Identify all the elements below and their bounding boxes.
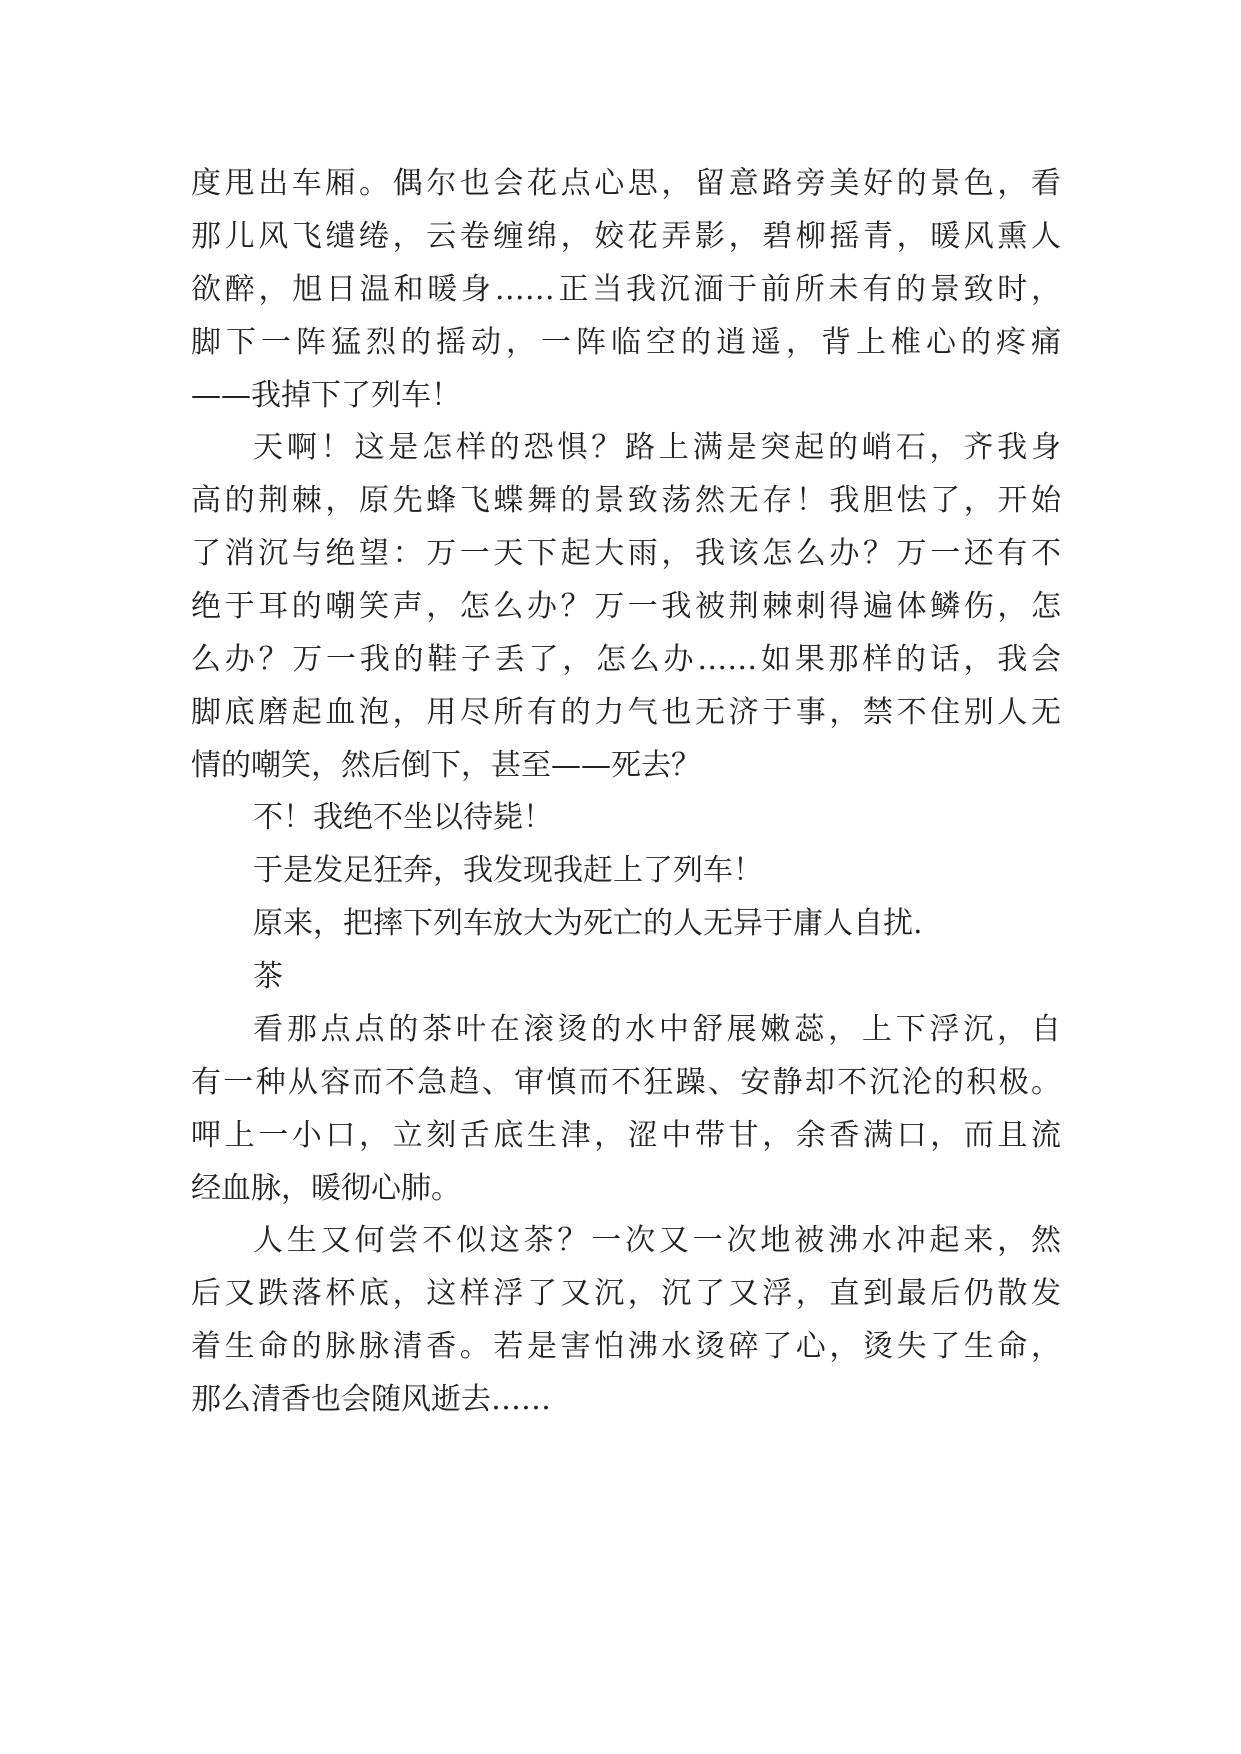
paragraph-first-line: 不！我绝不坐以待毙！	[253, 800, 553, 835]
text-line: 那么清香也会随风逝去……	[191, 1382, 551, 1417]
text-line: 后又跌落杯底，这样浮了又沉，沉了又浮，直到最后仍散发	[191, 1276, 1061, 1311]
text-line: 脚下一阵猛烈的摇动，一阵临空的逍遥，背上椎心的疼痛	[191, 325, 1061, 360]
paragraph-first-line: 人生又何尝不似这茶？一次又一次地被沸水冲起来，然	[253, 1223, 1061, 1258]
text-line: 欲醉，旭日温和暖身……正当我沉湎于前所未有的景致时，	[191, 272, 1061, 307]
text-line: 么办？万一我的鞋子丢了，怎么办……如果那样的话，我会	[191, 642, 1061, 677]
text-line: 那儿风飞缱绻，云卷缠绵，姣花弄影，碧柳摇青，暖风熏人	[191, 219, 1061, 254]
text-line: 脚底磨起血泡，用尽所有的力气也无济于事，禁不住别人无	[191, 695, 1061, 730]
section-heading: 茶	[253, 959, 283, 994]
text-line: 度甩出车厢。偶尔也会花点心思，留意路旁美好的景色，看	[191, 166, 1061, 201]
text-line: 呷上一小口，立刻舌底生津，涩中带甘，余香满口，而且流	[191, 1118, 1061, 1153]
text-line: 情的嘲笑，然后倒下，甚至——死去？	[191, 748, 701, 783]
paragraph-first-line: 于是发足狂奔，我发现我赶上了列车！	[253, 853, 763, 888]
paragraph-first-line: 天啊！这是怎样的恐惧？路上满是突起的峭石，齐我身	[253, 430, 1061, 465]
text-line: ——我掉下了列车！	[191, 378, 461, 413]
paragraph-first-line: 原来，把摔下列车放大为死亡的人无异于庸人自扰.	[253, 906, 923, 941]
text-line: 绝于耳的嘲笑声，怎么办？万一我被荆棘刺得遍体鳞伤，怎	[191, 589, 1061, 624]
text-line: 着生命的脉脉清香。若是害怕沸水烫碎了心，烫失了生命，	[191, 1329, 1061, 1364]
text-line: 有一种从容而不急趋、审慎而不狂躁、安静却不沉沦的积极。	[191, 1065, 1061, 1100]
text-line: 了消沉与绝望：万一天下起大雨，我该怎么办？万一还有不	[191, 536, 1061, 571]
text-line: 高的荆棘，原先蜂飞蝶舞的景致荡然无存！我胆怯了，开始	[191, 483, 1061, 518]
text-line: 经血脉，暖彻心肺。	[191, 1171, 461, 1206]
paragraph-first-line: 看那点点的茶叶在滚烫的水中舒展嫩蕊，上下浮沉，自	[253, 1012, 1061, 1047]
